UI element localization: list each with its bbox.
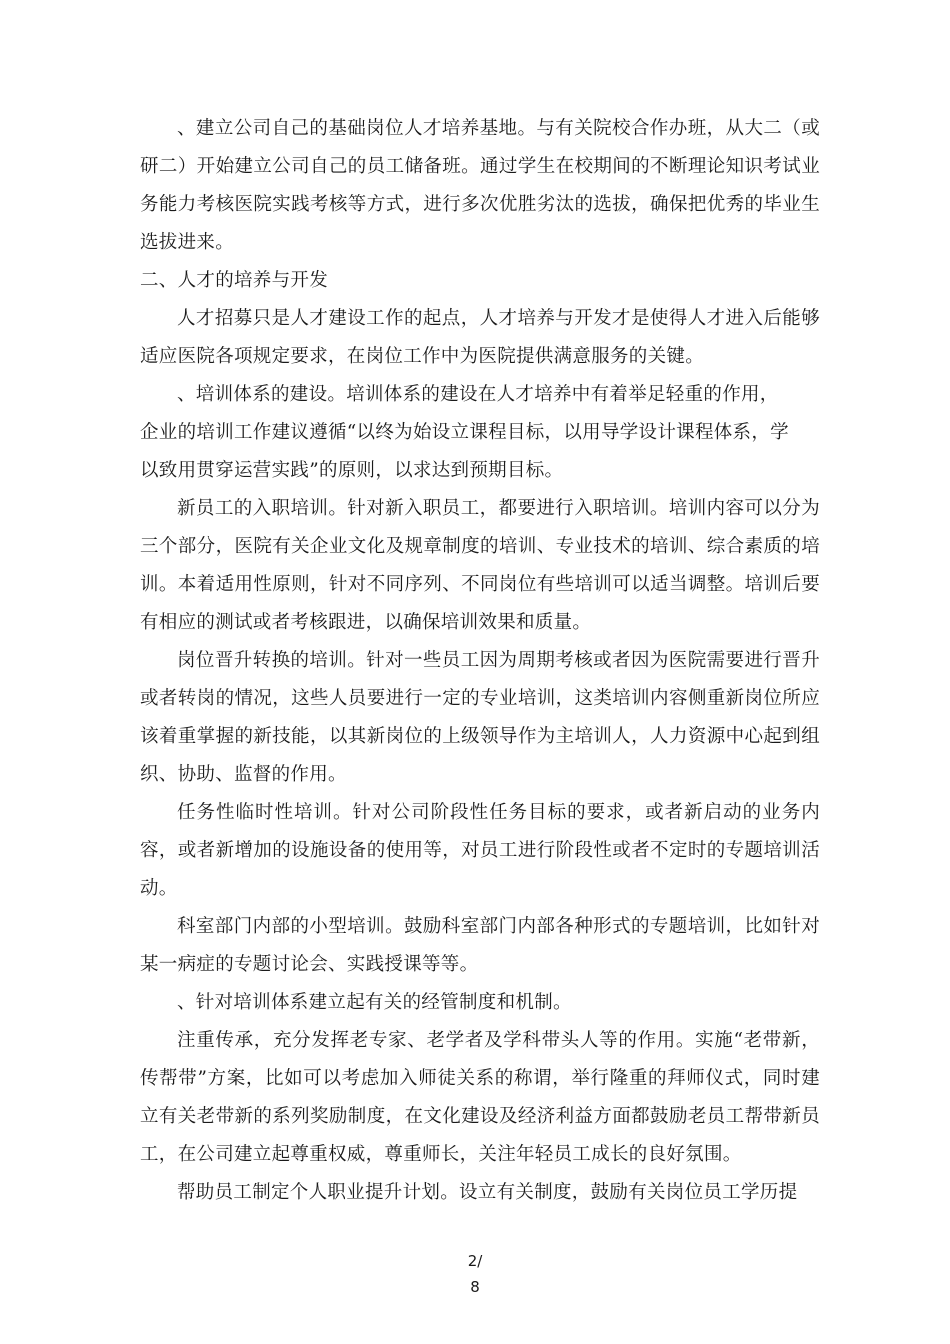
paragraph-temporary-training: 任务性临时性培训。针对公司阶段性任务目标的要求，或者新启动的业务内容，或者新增加的设施设备的使用等，对员工进行阶段性或者不定时的专题培训活动。 — [140, 802, 820, 899]
paragraph-department-training: 科室部门内部的小型培训。鼓励科室部门内部各种形式的专题培训，比如针对某一病症的专题讨论会、实践授课等等。 — [140, 916, 820, 975]
paragraph-training-system — [140, 376, 820, 490]
paragraph-talent-base: 、建立公司自己的基础岗位人才培养基地。与有关院校合作办班，从大二（或研二）开始建立公司自己的员工储备班。通过学生在校期间的不断理论知识考试业务能力考核医院实践考核等方式，进行多次优胜劣汰的选拔，确保把优秀的毕业生选拔进来。 — [140, 118, 820, 253]
document-body — [140, 110, 820, 1212]
paragraph-promotion-training: 岗位晋升转换的培训。针对一些员工因为周期考核或者因为医院需要进行晋升或者转岗的情况，这些人员要进行一定的专业培训，这类培训内容侧重新岗位所应该着重掌握的新技能，以其新岗位的上级领导作为主培训人，人力资源中心起到组织、协助、监督的作用。 — [140, 650, 820, 785]
paragraph-mentorship: 注重传承，充分发挥老专家、老学者及学科带头人等的作用。实施“老带新，传帮带”方案，比如可以考虑加入师徒关系的称谓，举行隆重的拜师仪式，同时建立有关老带新的系列奖励制度，在文化建设及经济利益方面都鼓励老员工帮带新员工，在公司建立起尊重权威，尊重师长，关注年轻员工成长的良好氛围。 — [140, 1030, 820, 1165]
paragraph-recruitment-intro: 人才招募只是人才建设工作的起点，人才培养与开发才是使得人才进入后能够适应医院各项规定要求，在岗位工作中为医院提供满意服务的关键。 — [140, 308, 820, 367]
training-system-line-1: 、培训体系的建设。培训体系的建设在人才培养中有着举足轻重的作用， — [177, 384, 779, 405]
page-number — [440, 1248, 510, 1300]
training-system-line-2: 企业的培训工作建议遵循“以终为始设立课程目标，以用导学设计课程体系，学 — [140, 422, 789, 443]
paragraph-new-employee-training: 新员工的入职培训。针对新入职员工，都要进行入职培训。培训内容可以分为三个部分，医院有关企业文化及规章制度的培训、专业技术的培训、综合素质的培训。本着适用性原则，针对不同序列、不同岗位有些培训可以适当调整。培训后要有相应的测试或者考核跟进，以确保培训效果和质量。 — [140, 498, 820, 633]
training-system-line-3: 以致用贯穿运营实践”的原则，以求达到预期目标。 — [140, 460, 564, 481]
paragraph-career-plan: 帮助员工制定个人职业提升计划。设立有关制度，鼓励有关岗位员工学历提 — [177, 1182, 798, 1203]
section-heading-talent-training: 二、人才的培养与开发 — [140, 270, 329, 291]
paragraph-management-system: 、针对培训体系建立起有关的经管制度和机制。 — [177, 992, 572, 1013]
page-number-current: 2/ — [467, 1252, 483, 1270]
page-number-total: 8 — [470, 1278, 480, 1296]
